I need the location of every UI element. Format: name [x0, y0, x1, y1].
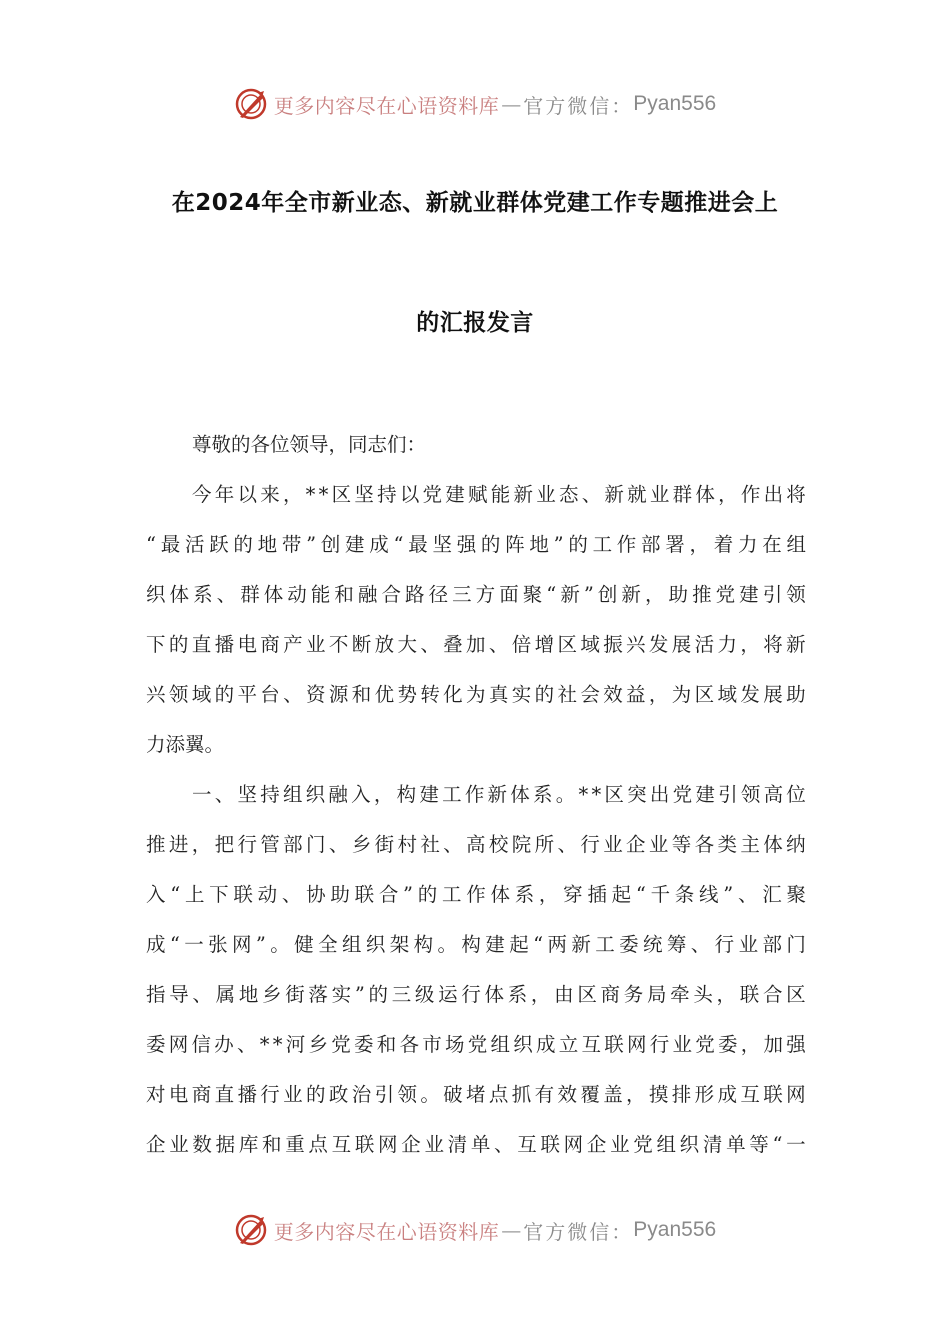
watermark-brand-text: 更多内容尽在心语资料库 — [273, 1219, 500, 1244]
body-line: 今 年 以 来 ， * * 区 坚 持 以 党 建 赋 能 新 业 态 、 新 就 业 群 体 ， 作 出 将 — [192, 483, 806, 506]
body-line: 下 的 直 播 电 商 产 业 不 断 放 大 、 叠 加 、 倍 增 区 域 振 兴 发 展 活 力 ， 将 新 — [146, 633, 806, 656]
document-title-line-1: 在2024年全市新业态、新就业群体党建工作专题推进会上 — [171, 190, 779, 216]
body-line: 入 “ 上 下 联 动 、 协 助 联 合 ” 的 工 作 体 系 ， 穿 插 起 “ 千 条 线 ” 、 汇 聚 — [146, 883, 806, 906]
document-body — [146, 420, 806, 1170]
body-line: “ 最 活 跃 的 地 带 ” 创 建 成 “ 最 坚 强 的 阵 地 ” 的 工 作 部 署 ， 着 力 在 组 — [146, 533, 806, 556]
watermark-brand-text: 更多内容尽在心语资料库 — [273, 93, 500, 118]
watermark-wechat-id: Pyan556 — [633, 92, 717, 115]
watermark-dash: — — [501, 92, 522, 116]
watermark-banner-top — [0, 84, 950, 124]
watermark-banner-bottom — [0, 1210, 950, 1250]
watermark-wechat-label: 官方微信： — [523, 1219, 634, 1244]
body-line: 成 “ 一 张 网 ” 。 健 全 组 织 架 构 。 构 建 起 “ 两 新 工 委 统 筹 、 行 业 部 门 — [146, 933, 806, 956]
body-line: 兴 领 域 的 平 台 、 资 源 和 优 势 转 化 为 真 实 的 社 会 效 益 ， 为 区 域 发 展 助 — [146, 683, 806, 706]
body-line: 推 进 ， 把 行 管 部 门 、 乡 街 村 社 、 高 校 院 所 、 行 业 企 业 等 各 类 主 体 纳 — [146, 833, 806, 856]
body-line: 力添翼。 — [146, 733, 225, 756]
body-line: 委 网 信 办 、 * * 河 乡 党 委 和 各 市 场 党 组 织 成 立 互 联 网 行 业 党 委 ， 加 强 — [146, 1033, 806, 1056]
body-line: 指 导 、 属 地 乡 街 落 实 ” 的 三 级 运 行 体 系 ， 由 区 商 务 局 牵 头 ， 联 合 区 — [146, 983, 806, 1006]
body-line: 织 体 系 、 群 体 动 能 和 融 合 路 径 三 方 面 聚 “ 新 ” 创 新 ， 助 推 党 建 引 领 — [146, 583, 806, 606]
brand-logo-icon — [234, 1213, 268, 1247]
salutation: 尊敬的各位领导，同志们： — [192, 433, 427, 456]
body-line: 企 业 数 据 库 和 重 点 互 联 网 企 业 清 单 、 互 联 网 企 业 党 组 织 清 单 等 “ 一 — [146, 1133, 806, 1156]
body-line: 对 电 商 直 播 行 业 的 政 治 引 领 。 破 堵 点 抓 有 效 覆 盖 ， 摸 排 形 成 互 联 网 — [146, 1083, 806, 1106]
watermark-dash: — — [501, 1218, 522, 1242]
watermark-wechat-id: Pyan556 — [633, 1218, 717, 1241]
document-title-line-2: 的汇报发言 — [416, 310, 534, 336]
watermark-wechat-label: 官方微信： — [523, 93, 634, 118]
body-line: 一 、 坚 持 组 织 融 入 ， 构 建 工 作 新 体 系 。 * * 区 突 出 党 建 引 领 高 位 — [192, 783, 806, 806]
brand-logo-icon — [234, 87, 268, 121]
